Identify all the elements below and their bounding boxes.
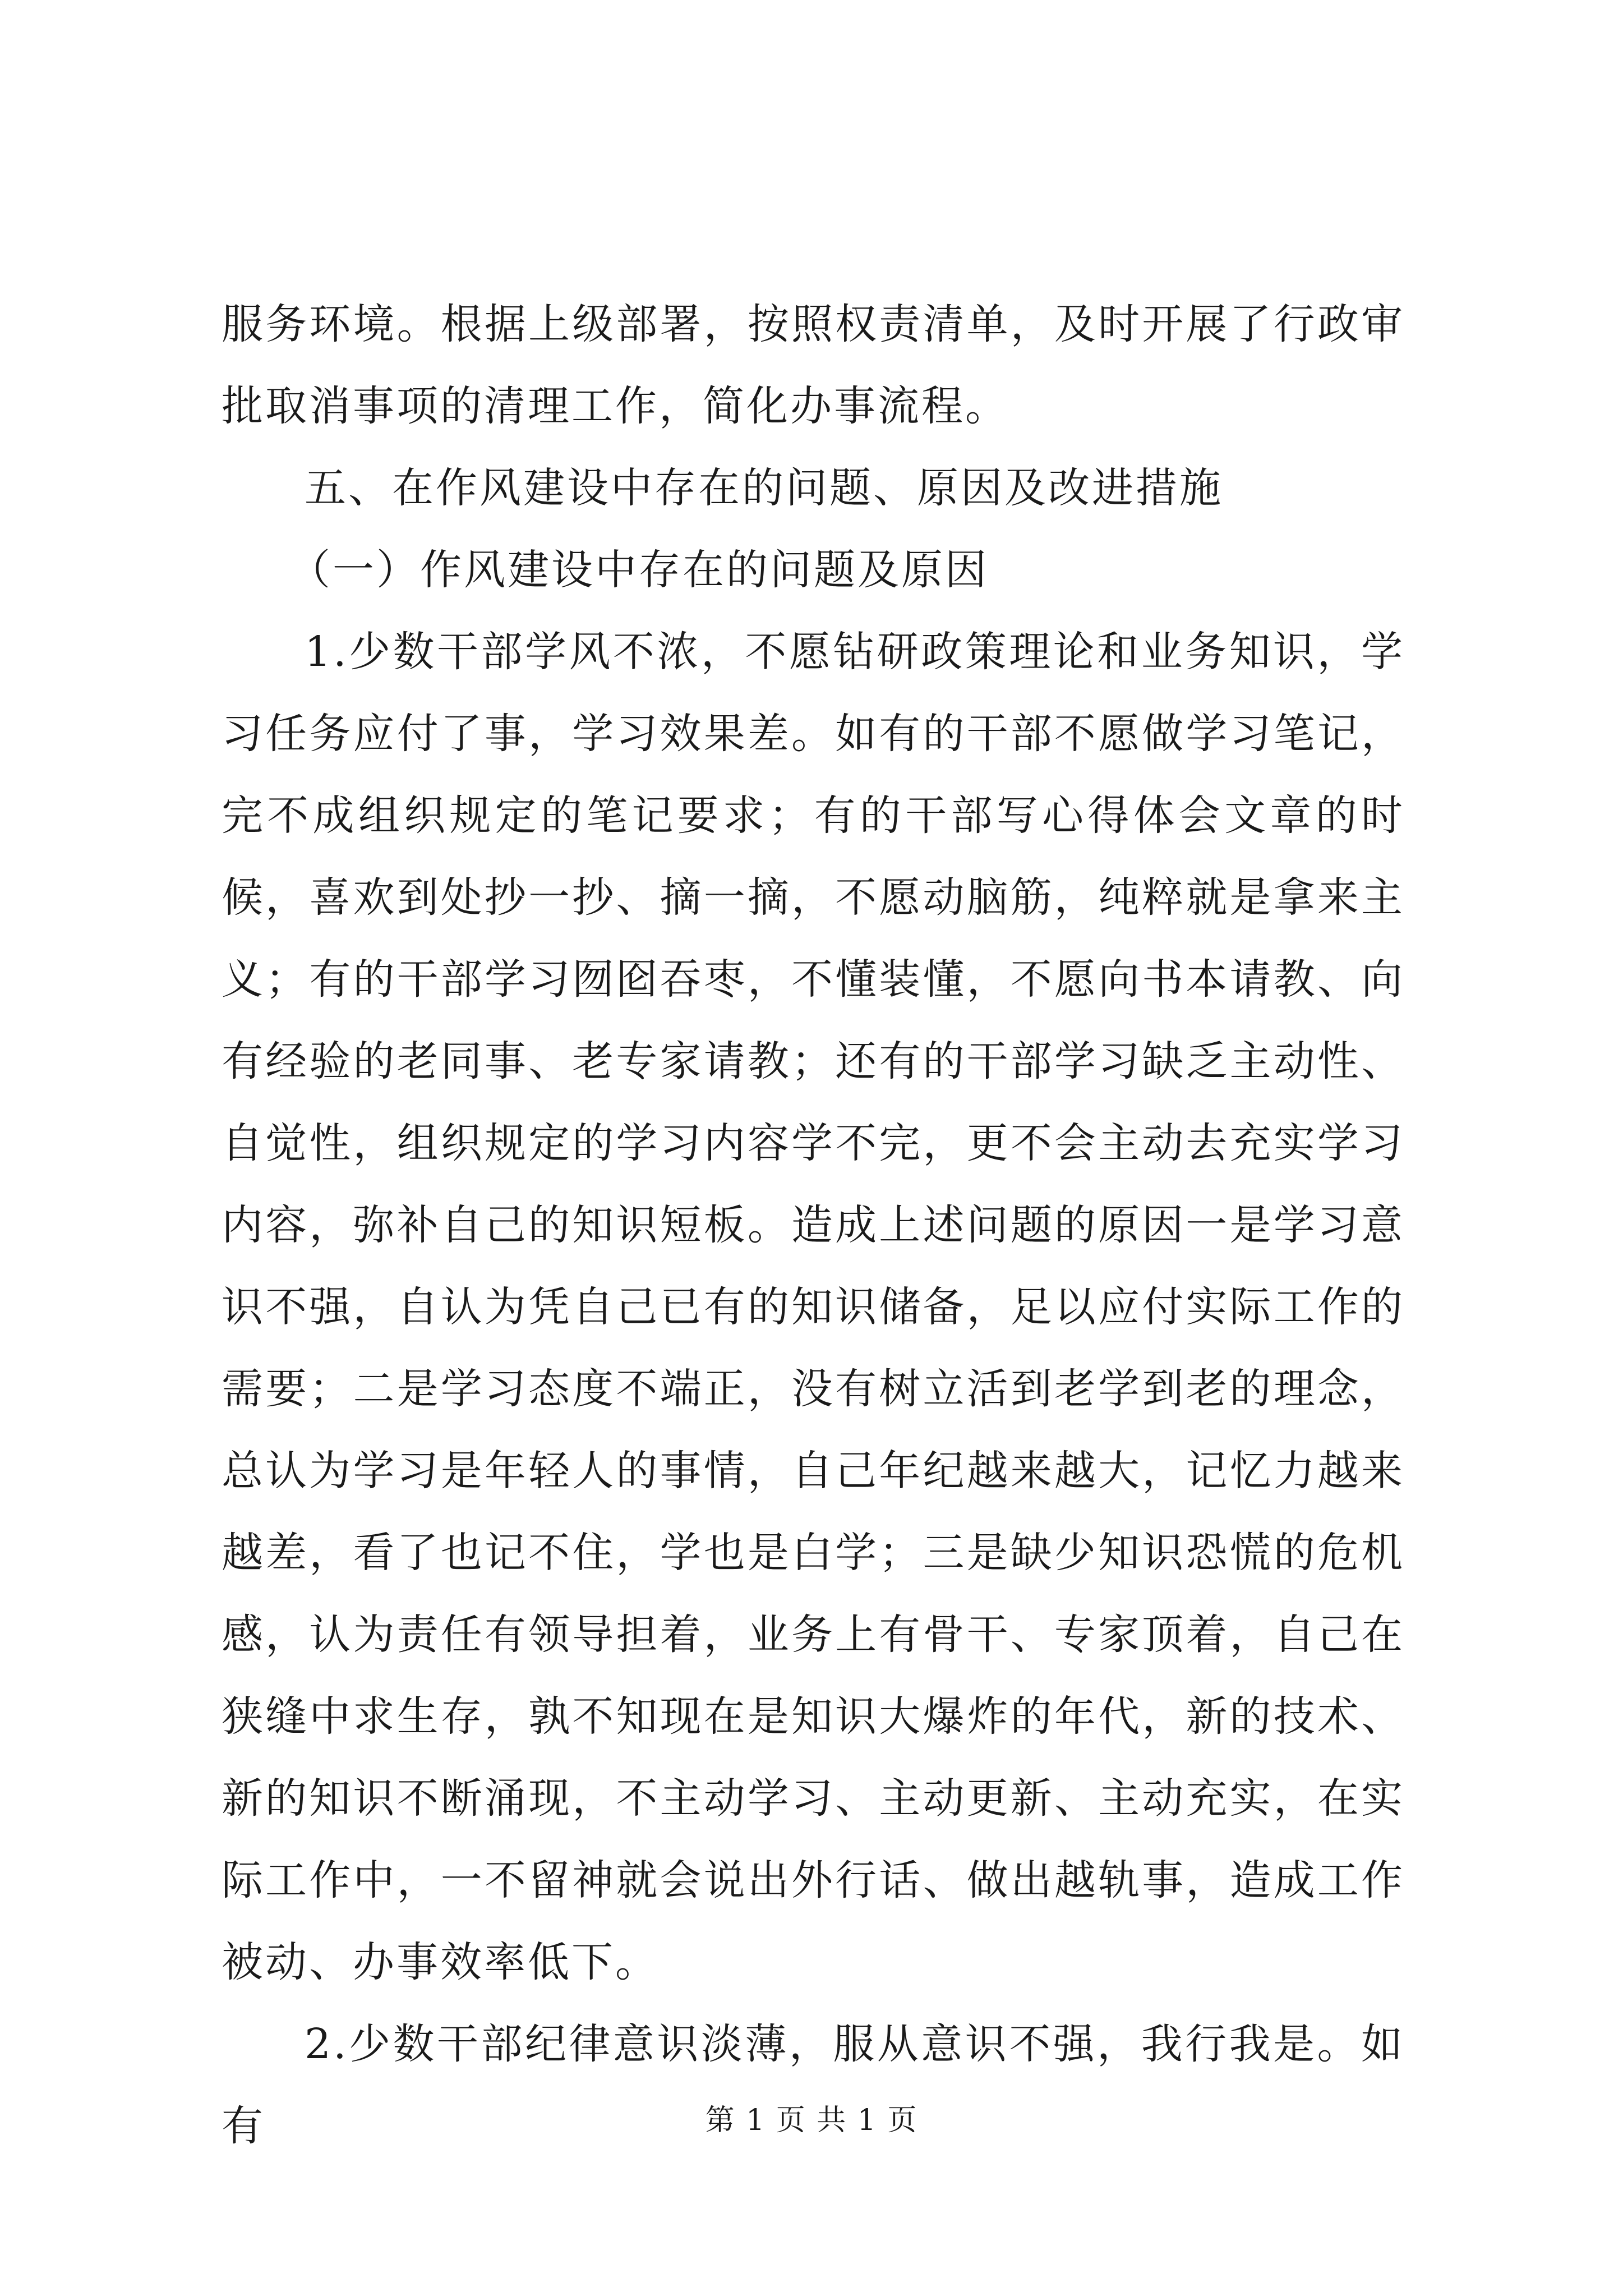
subsection-heading-one: （一）作风建设中存在的问题及原因 xyxy=(289,546,989,594)
paragraph-item-1: 1.少数干部学风不浓，不愿钻研政策理论和业务知识，学习任务应付了事，学习效果差。如有的干部不愿做学习笔记，完不成组织规定的笔记要求；有的干部写心得体会文章的时候，喜欢到处抄一抄、摘一摘，不愿动脑筋，纯粹就是拿来主义；有的干部学习囫囵吞枣，不懂装懂，不愿向书本请教、向有经验的老同事、老专家请教；还有的干部学习缺乏主动性、自觉性，组织规定的学习内容学不完，更不会主动去充实学习内容，弥补自己的知识短板。造成上述问题的原因一是学习意识不强，自认为凭自己已有的知识储备，足以应付实际工作的需要；二是学习态度不端正，没有树立活到老学到老的理念，总认为学习是年轻人的事情，自己年纪越来越大，记忆力越来越差，看了也记不住，学也是白学；三是缺少知识恐慌的危机感，认为责任有领导担着，业务上有骨干、专家顶着，自己在狭缝中求生存，孰不知现在是知识大爆炸的年代，新的技术、新的知识不断涌现，不主动学习、主动更新、主动充实，在实际工作中，一不留神就会说出外行话、做出越轨事，造成工作被动、办事效率低下。 xyxy=(222,628,1405,1986)
page-footer: 第 1 页 共 1 页 xyxy=(705,2104,918,2137)
paragraph-service-environment: 服务环境。根据上级部署，按照权责清单，及时开展了行政审批取消事项的清理工作，简化办事流程。 xyxy=(222,300,1405,430)
paragraph-item-2: 2.少数干部纪律意识淡薄，服从意识不强，我行我是。如有 xyxy=(222,2020,1405,2150)
section-heading-five: 五、在作风建设中存在的问题、原因及改进措施 xyxy=(305,464,1223,512)
document-body xyxy=(222,283,1405,2167)
